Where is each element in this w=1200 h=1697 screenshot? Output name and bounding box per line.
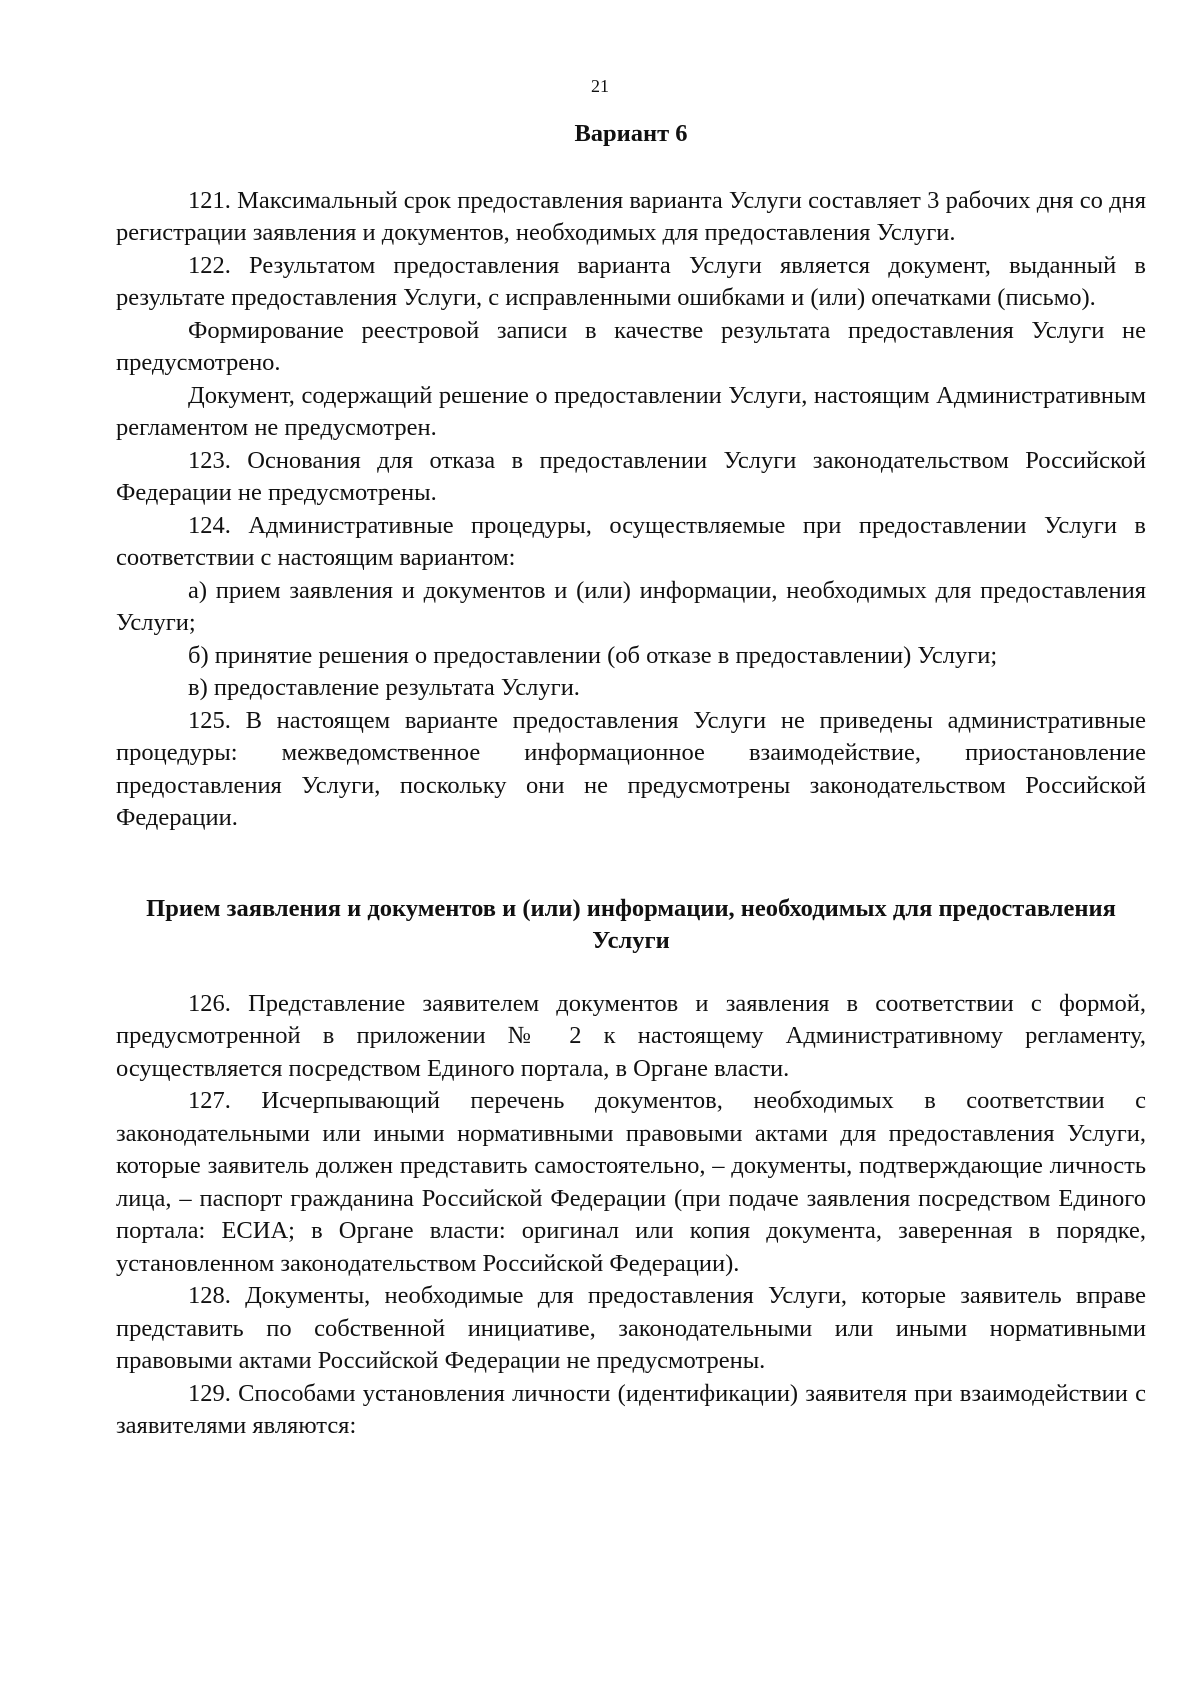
section-heading: Вариант 6 [574,120,688,147]
page-number: 21 [591,76,609,96]
list-item-a: а) прием заявления и документов и (или) информации, необходимых для предоставления Услуги; [116,576,1146,636]
paragraph-decision-document: Документ, содержащий решение о предоставлении Услуги, настоящим Административным регламентом не предусмотрен. [116,381,1146,441]
page-content [116,118,1146,1443]
paragraph-127: 127. Исчерпывающий перечень документов, необходимых в соответствии с законодательными или иными нормативными правовыми актами для предоставления Услуги, которые заявитель должен представить самостоятельно, – документы, подтверждающие личность лица, – паспорт гражданина Российской Федерации (при подаче заявления посредством Единого портала: ЕСИА; в Органе власти: оригинал или копия документа, заверенная в порядке, установленном законодательством Российской Федерации). [116,1087,1146,1277]
paragraph-123: 123. Основания для отказа в предоставлении Услуги законодательством Российской Федерации не предусмотрены. [116,446,1146,506]
paragraph-129: 129. Способами установления личности (идентификации) заявителя при взаимодействии с заявителями являются: [116,1379,1146,1439]
paragraph-126: 126. Представление заявителем документов и заявления в соответствии с формой, предусмотренной в приложении № 2 к настоящему Административному регламенту, осуществляется посредством Единого портала, в Органе власти. [116,989,1146,1082]
list-item-b: б) принятие решения о предоставлении (об отказе в предоставлении) Услуги; [188,641,998,669]
paragraph-121: 121. Максимальный срок предоставления варианта Услуги составляет 3 рабочих дня со дня регистрации заявления и документов, необходимых для предоставления Услуги. [116,186,1146,246]
subsection-heading: Прием заявления и документов и (или) информации, необходимых для предоставления Услуги [146,894,1116,954]
paragraph-registry-record: Формирование реестровой записи в качестве результата предоставления Услуги не предусмотрено. [116,316,1146,376]
paragraph-122: 122. Результатом предоставления варианта Услуги является документ, выданный в результате предоставления Услуги, с исправленными ошибками и (или) опечатками (письмо). [116,251,1146,311]
paragraph-125: 125. В настоящем варианте предоставления Услуги не приведены административные процедуры: межведомственное информационное взаимодействие, приостановление предоставления Услуги, поскольку они не предусмотрены законодательством Российской Федерации. [116,706,1146,831]
list-item-v: в) предоставление результата Услуги. [188,674,580,701]
paragraph-124: 124. Административные процедуры, осуществляемые при предоставлении Услуги в соответствии с настоящим вариантом: [116,511,1146,571]
paragraph-128: 128. Документы, необходимые для предоставления Услуги, которые заявитель вправе представить по собственной инициативе, законодательными или иными нормативными правовыми актами Российской Федерации не предусмотрены. [116,1282,1146,1374]
